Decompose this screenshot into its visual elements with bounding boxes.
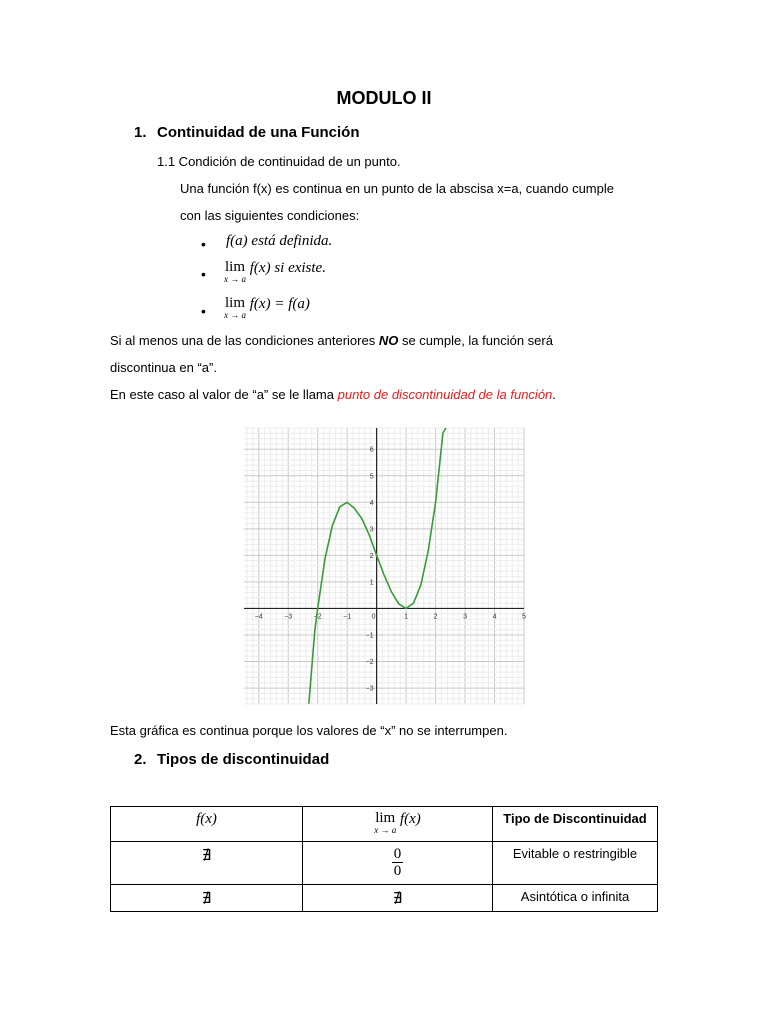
header-type: Tipo de Discontinuidad — [493, 807, 658, 842]
y-tick-label: −1 — [365, 632, 374, 640]
y-tick-label: −2 — [365, 659, 374, 667]
y-tick-label: 3 — [369, 526, 374, 534]
x-tick-label: −4 — [254, 613, 263, 621]
x-tick-label: −1 — [343, 613, 352, 621]
condition-1: f(a) está definida. — [226, 233, 333, 249]
page-title: MODULO II — [336, 88, 432, 108]
cell-limit — [303, 842, 493, 885]
condition-2 — [224, 260, 326, 284]
y-tick-label: 5 — [369, 473, 374, 481]
not-exists-symbol: ∄ — [392, 889, 403, 907]
paragraph-2-end: . — [552, 387, 556, 402]
paragraph-1-bold: NO — [378, 333, 399, 348]
paragraph-1-continued: discontinua en “a”. — [110, 360, 217, 375]
paragraph-1-end: se cumple, la función será — [398, 333, 553, 348]
paragraph-1 — [110, 333, 553, 349]
highlight-text: punto de discontinuidad de la función — [337, 387, 553, 402]
y-tick-label: 4 — [369, 499, 374, 507]
x-tick-label: 3 — [463, 613, 468, 621]
x-tick-label: 4 — [492, 613, 497, 621]
header-limit — [303, 807, 493, 842]
lim-subscript: x → a — [224, 310, 246, 320]
paragraph-1-start: Si al menos una de las condiciones anteriores — [110, 333, 379, 348]
section-2-number: 2. — [134, 751, 147, 768]
cell-fx — [111, 885, 303, 912]
not-exists-symbol: ∄ — [201, 846, 212, 864]
x-tick-label: 1 — [404, 613, 409, 621]
x-tick-label: 2 — [433, 613, 438, 621]
section-2-heading: Tipos de discontinuidad — [157, 751, 330, 768]
section-1-heading: Continuidad de una Función — [157, 124, 360, 141]
subsection-heading: 1.1 Condición de continuidad de un punto. — [157, 154, 401, 169]
y-tick-label: 6 — [369, 446, 374, 454]
fraction-denominator: 0 — [393, 863, 402, 879]
y-tick-label: −3 — [365, 685, 374, 693]
bullet-icon: • — [201, 266, 206, 282]
lim-subscript: x → a — [374, 825, 397, 835]
condition-3-expression: f(x) = f(a) — [249, 296, 310, 312]
cell-type: Asintótica o infinita — [493, 885, 658, 912]
lim-operator: lim — [224, 295, 245, 311]
graph-caption: Esta gráfica es continua porque los valores de “x” no se interrumpen. — [110, 723, 508, 738]
x-tick-label: −2 — [313, 613, 322, 621]
y-tick-label: 1 — [369, 579, 374, 587]
not-exists-symbol: ∄ — [201, 889, 212, 907]
fraction — [392, 846, 404, 879]
function-graph — [244, 428, 524, 704]
paragraph-2 — [110, 387, 556, 403]
table-row — [111, 885, 658, 912]
header-limit-expression: f(x) — [399, 811, 421, 827]
lim-operator: lim — [224, 259, 245, 275]
lim-subscript: x → a — [224, 274, 246, 284]
x-tick-label: 5 — [522, 613, 526, 621]
header-fx-text: f(x) — [196, 811, 217, 827]
intro-line-1: Una función f(x) es continua en un punto de la abscisa x=a, cuando cumple — [180, 181, 614, 196]
bullet-icon: • — [201, 236, 206, 252]
x-tick-label: −3 — [284, 613, 293, 621]
fraction-numerator: 0 — [393, 846, 402, 862]
y-tick-label: 2 — [369, 552, 374, 560]
condition-2-expression: f(x) si existe. — [249, 260, 326, 276]
cell-type: Evitable o restringible — [493, 842, 658, 885]
discontinuity-table — [110, 806, 658, 912]
lim-operator: lim — [375, 810, 396, 826]
table-header-row — [111, 807, 658, 842]
paragraph-2-start: En este caso al valor de “a” se le llama — [110, 387, 338, 402]
cell-limit — [303, 885, 493, 912]
bullet-icon: • — [201, 303, 206, 319]
condition-3 — [224, 296, 310, 320]
table-row — [111, 842, 658, 885]
cell-fx — [111, 842, 303, 885]
section-1-number: 1. — [134, 124, 147, 141]
intro-line-2: con las siguientes condiciones: — [180, 208, 360, 223]
x-tick-label: 0 — [371, 613, 376, 621]
header-fx — [111, 807, 303, 842]
